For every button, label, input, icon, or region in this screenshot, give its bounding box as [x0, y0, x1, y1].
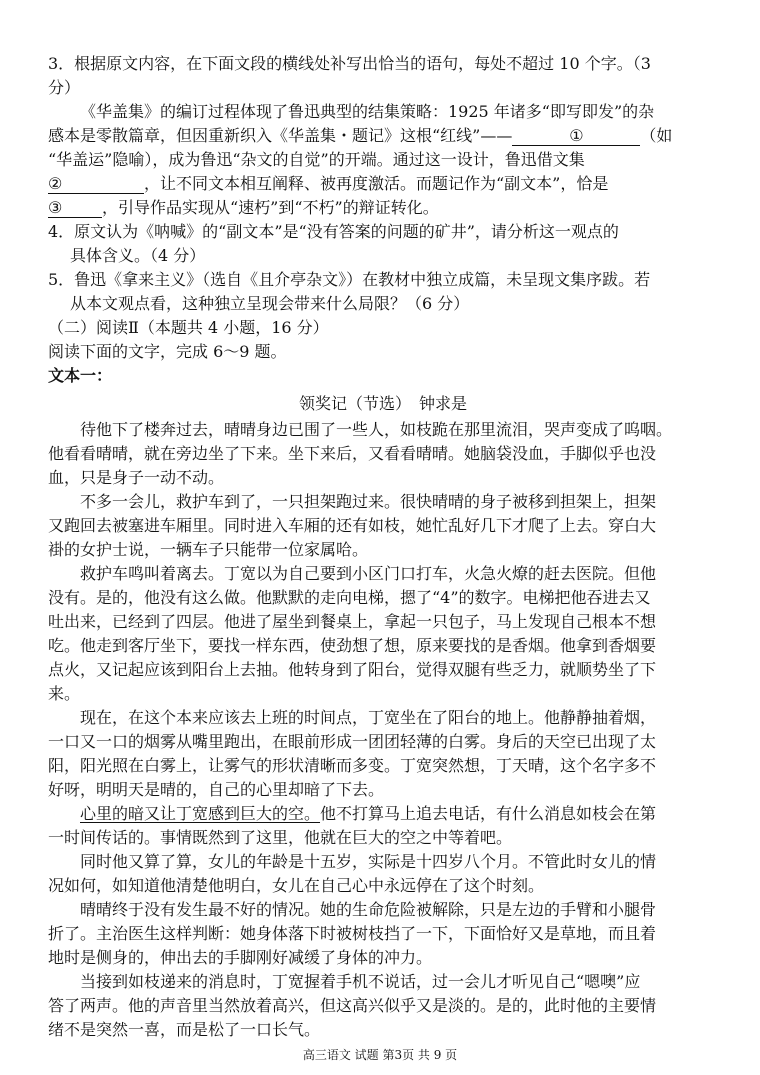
story-line: 血，只是身子一动不动。 [48, 468, 225, 487]
story-line: 救护车鸣叫着离去。丁宽以为自己要到小区门口打车，火急火燎的赶去医院。但他 [80, 564, 657, 583]
q3-text: （如 [640, 126, 673, 145]
q3-text: ，让不同文本相互阐释、被再度激活。而题记作为“副文本”，恰是 [144, 174, 609, 193]
section-heading: （二）阅读Ⅱ（本题共 4 小题，16 分） [48, 318, 329, 337]
story-line: 一时间传话的。事情既然到了这里，他就在巨大的空之中等着吧。 [48, 828, 513, 847]
underlined-sentence: 心里的暗又让丁宽感到巨大的空。 [80, 804, 321, 823]
story-line: 吐出来，已经到了四层。他进了屋坐到餐桌上，拿起一只包子，马上发现自己根本不想 [48, 612, 657, 631]
story-line: 来。 [48, 684, 81, 703]
story-line: 绪不是突然一喜，而是松了一口长气。 [48, 1020, 321, 1039]
story-body [48, 418, 718, 1042]
q3-paragraph-line [48, 124, 718, 148]
answer-blank-2: ② [48, 175, 144, 194]
story-line: 折了。主治医生这样判断：她身体落下时被树枝挡了一下，下面恰好又是草地，而且着 [48, 924, 657, 943]
story-title: 领奖记（节选） 钟求是 [298, 394, 467, 413]
story-line: 地时是侧身的，伸出去的手脚刚好减缓了身体的冲力。 [48, 948, 433, 967]
story-line [48, 802, 718, 826]
question-5-cont: 从本文观点看，这种独立呈现会带来什么局限？（6 分） [70, 294, 470, 313]
text-one-label: 文本一： [48, 366, 113, 385]
story-text: 他不打算马上追去电话，有什么消息如枝会在第 [320, 804, 657, 823]
question-5: 5．鲁迅《拿来主义》（选自《且介亭杂文》）在教材中独立成篇，未呈现文集序跋。若 [48, 270, 651, 289]
section-instruction: 阅读下面的文字，完成 6～9 题。 [48, 342, 287, 361]
q3-paragraph-line [48, 196, 718, 220]
exam-page [48, 52, 718, 1042]
answer-blank-1: ① [512, 127, 640, 146]
story-line: 他看看晴晴，就在旁边坐了下来。坐下来后，又看看晴晴。她脑袋没血，手脚似乎也没 [48, 444, 657, 463]
question-4: 4．原文认为《呐喊》的“副文本”是“没有答案的问题的矿井”，请分析这一观点的 [48, 222, 619, 241]
page-footer: 高三语文 试题 第3页 共 9 页 [302, 1048, 458, 1062]
q3-paragraph-line: “华盖运”隐喻），成为鲁迅“杂文的自觉”的开端。通过这一设计，鲁迅借文集 [48, 150, 585, 169]
question-3-stem: 3．根据原文内容，在下面文段的横线处补写出恰当的语句，每处不超过 10 个字。（3 [48, 54, 651, 73]
story-line: 答了两声。他的声音里当然放着高兴，但这高兴似乎又是淡的。是的，此时他的主要情 [48, 996, 657, 1015]
q3-text: 感本是零散篇章，但因重新织入《华盖集・题记》这根“红线”—— [48, 126, 513, 145]
story-line: 当接到如枝递来的消息时，丁宽握着手机不说话，过一会儿才听见自己“嗯噢”应 [80, 972, 641, 991]
story-line: 褂的女护士说，一辆车子只能带一位家属哈。 [48, 540, 369, 559]
story-line: 吃。他走到客厅坐下，要找一样东西，使劲想了想，原来要找的是香烟。他拿到香烟要 [48, 636, 657, 655]
q3-paragraph-line [48, 172, 718, 196]
q3-paragraph-line: 《华盖集》的编订过程体现了鲁迅典型的结集策略：1925 年诸多“即写即发”的杂 [80, 102, 655, 121]
story-line: 一口又一口的烟雾从嘴里跑出，在眼前形成一团团轻薄的白雾。身后的天空已出现了太 [48, 732, 657, 751]
story-line: 好呀，明明天是晴的，自己的心里却暗了下去。 [48, 780, 385, 799]
story-line: 阳，阳光照在白雾上，让雾气的形状清晰而多变。丁宽突然想，丁天晴，这个名字多不 [48, 756, 657, 775]
story-line: 又跑回去被塞进车厢里。同时进入车厢的还有如枝，她忙乱好几下才爬了上去。穿白大 [48, 516, 657, 535]
story-line: 点火，又记起应该到阳台上去抽。他转身到了阳台，觉得双腿有些乏力，就顺势坐了下 [48, 660, 657, 679]
answer-blank-3: ③ [48, 199, 102, 218]
story-line: 晴晴终于没有发生最不好的情况。她的生命危险被解除，只是左边的手臂和小腿骨 [80, 900, 657, 919]
question-4-cont: 具体含义。（4 分） [70, 246, 206, 265]
story-line: 没有。是的，他没有这么做。他默默的走向电梯，摁了“4”的数字。电梯把他吞进去又 [48, 588, 651, 607]
story-line: 况如何，如知道他清楚他明白，女儿在自己心中永远停在了这个时刻。 [48, 876, 545, 895]
story-line: 待他下了楼奔过去，晴晴身边已围了一些人，如枝跪在那里流泪，哭声变成了呜咽。 [80, 420, 673, 439]
question-3-score: 分） [48, 78, 81, 97]
story-line: 同时他又算了算，女儿的年龄是十五岁，实际是十四岁八个月。不管此时女儿的情 [80, 852, 657, 871]
story-line: 现在，在这个本来应该去上班的时间点，丁宽坐在了阳台的地上。他静静抽着烟， [80, 708, 657, 727]
story-line: 不多一会儿，救护车到了，一只担架跑过来。很快晴晴的身子被移到担架上，担架 [80, 492, 657, 511]
q3-text: ，引导作品实现从“速朽”到“不朽”的辩证转化。 [102, 198, 439, 217]
